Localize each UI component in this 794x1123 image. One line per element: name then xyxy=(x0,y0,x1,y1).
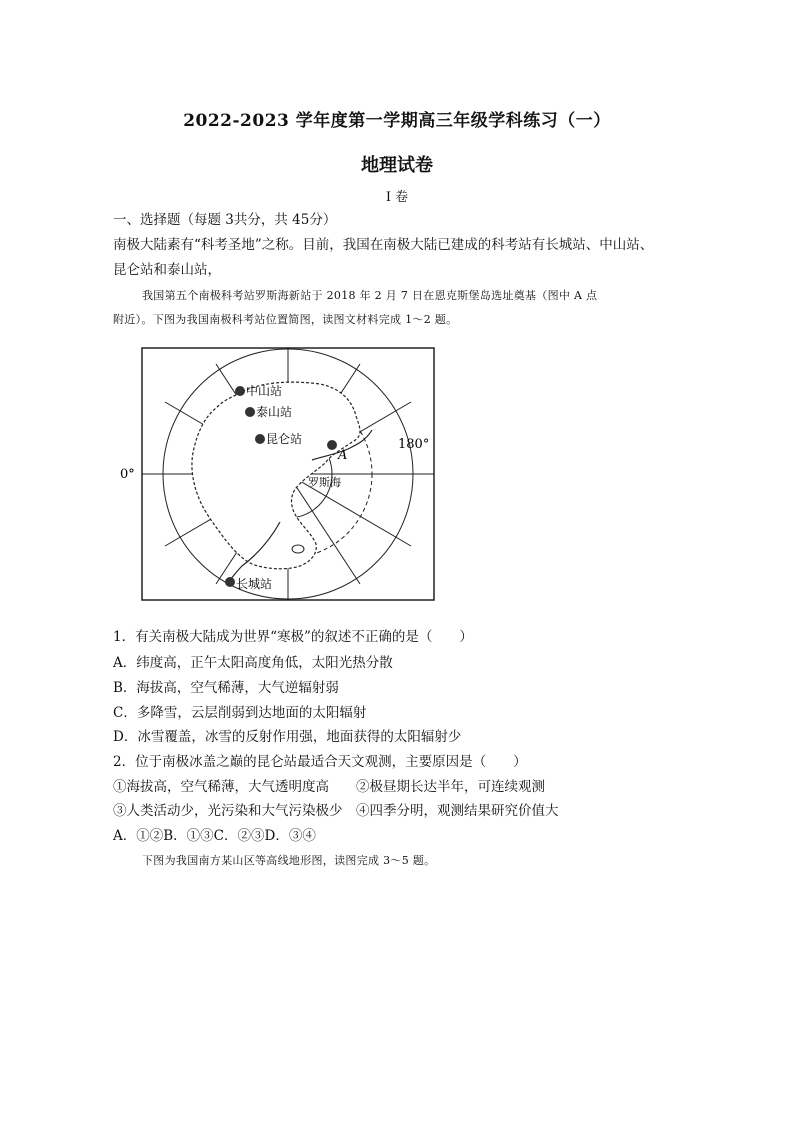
note-line-1: 我国第五个南极科考站罗斯海新站于 2018 年 2 月 7 日在恩克斯堡岛选址奠基（图中 A 点 xyxy=(142,289,598,302)
next-figure-note: 下图为我国南方某山区等高线地形图，读图完成 3～5 题。 xyxy=(142,854,436,867)
kunlun-marker xyxy=(255,434,265,444)
ross-sea-label: 罗斯海 xyxy=(308,476,341,489)
q1-option-c: C．多降雪，云层削弱到达地面的太阳辐射 xyxy=(113,705,367,721)
point-a-marker xyxy=(327,440,337,450)
longitude-right-label: 180° xyxy=(398,437,430,452)
station-kunlun: 昆仑站 xyxy=(266,432,303,446)
page-title: 2022-2023 学年度第一学期高三年级学科练习（一） xyxy=(183,111,611,131)
q1-option-b: B．海拔高，空气稀薄，大气逆辐射弱 xyxy=(113,680,339,696)
station-changcheng: 长城站 xyxy=(236,577,273,591)
q1-option-d: D．冰雪覆盖，冰雪的反射作用强，地面获得的太阳辐射少 xyxy=(113,729,462,745)
intro-line-2: 昆仑站和泰山站， xyxy=(113,262,221,278)
q1-option-a: A．纬度高，正午太阳高度角低，太阳光热分散 xyxy=(113,655,393,671)
volume-label: I 卷 xyxy=(385,190,409,205)
q1-stem: 1．有关南极大陆成为世界“寒极”的叙述不正确的是（ ） xyxy=(113,629,473,645)
exam-subtitle: 地理试卷 xyxy=(361,155,433,176)
station-zhongshan: 中山站 xyxy=(246,384,283,398)
q2-options-line-1: ①海拔高，空气稀薄，大气透明度高 ②极昼期长达半年，可连续观测 xyxy=(113,779,545,795)
intro-line-1: 南极大陆素有“科考圣地”之称。目前，我国在南极大陆已建成的科考站有长城站、中山站、 xyxy=(113,237,654,253)
q2-answers: A．①②B．①③C．②③D．③④ xyxy=(113,828,316,844)
longitude-left-label: 0° xyxy=(120,467,135,482)
q2-options-line-2: ③人类活动少，光污染和大气污染极少 ④四季分明，观测结果研究价值大 xyxy=(113,803,559,819)
note-line-2: 附近）。下图为我国南极科考站位置简图，读图文材料完成 1～2 题。 xyxy=(113,313,458,326)
antarctica-map xyxy=(120,344,440,604)
point-a-label: A xyxy=(338,448,348,463)
q2-stem: 2．位于南极冰盖之巅的昆仑站最适合天文观测，主要原因是（ ） xyxy=(113,754,527,770)
station-taishan: 泰山站 xyxy=(256,405,293,419)
zhongshan-marker xyxy=(235,386,245,396)
changcheng-marker xyxy=(225,577,235,587)
taishan-marker xyxy=(245,407,255,417)
section-heading: 一、选择题（每题 3共分，共 45分） xyxy=(113,212,337,228)
